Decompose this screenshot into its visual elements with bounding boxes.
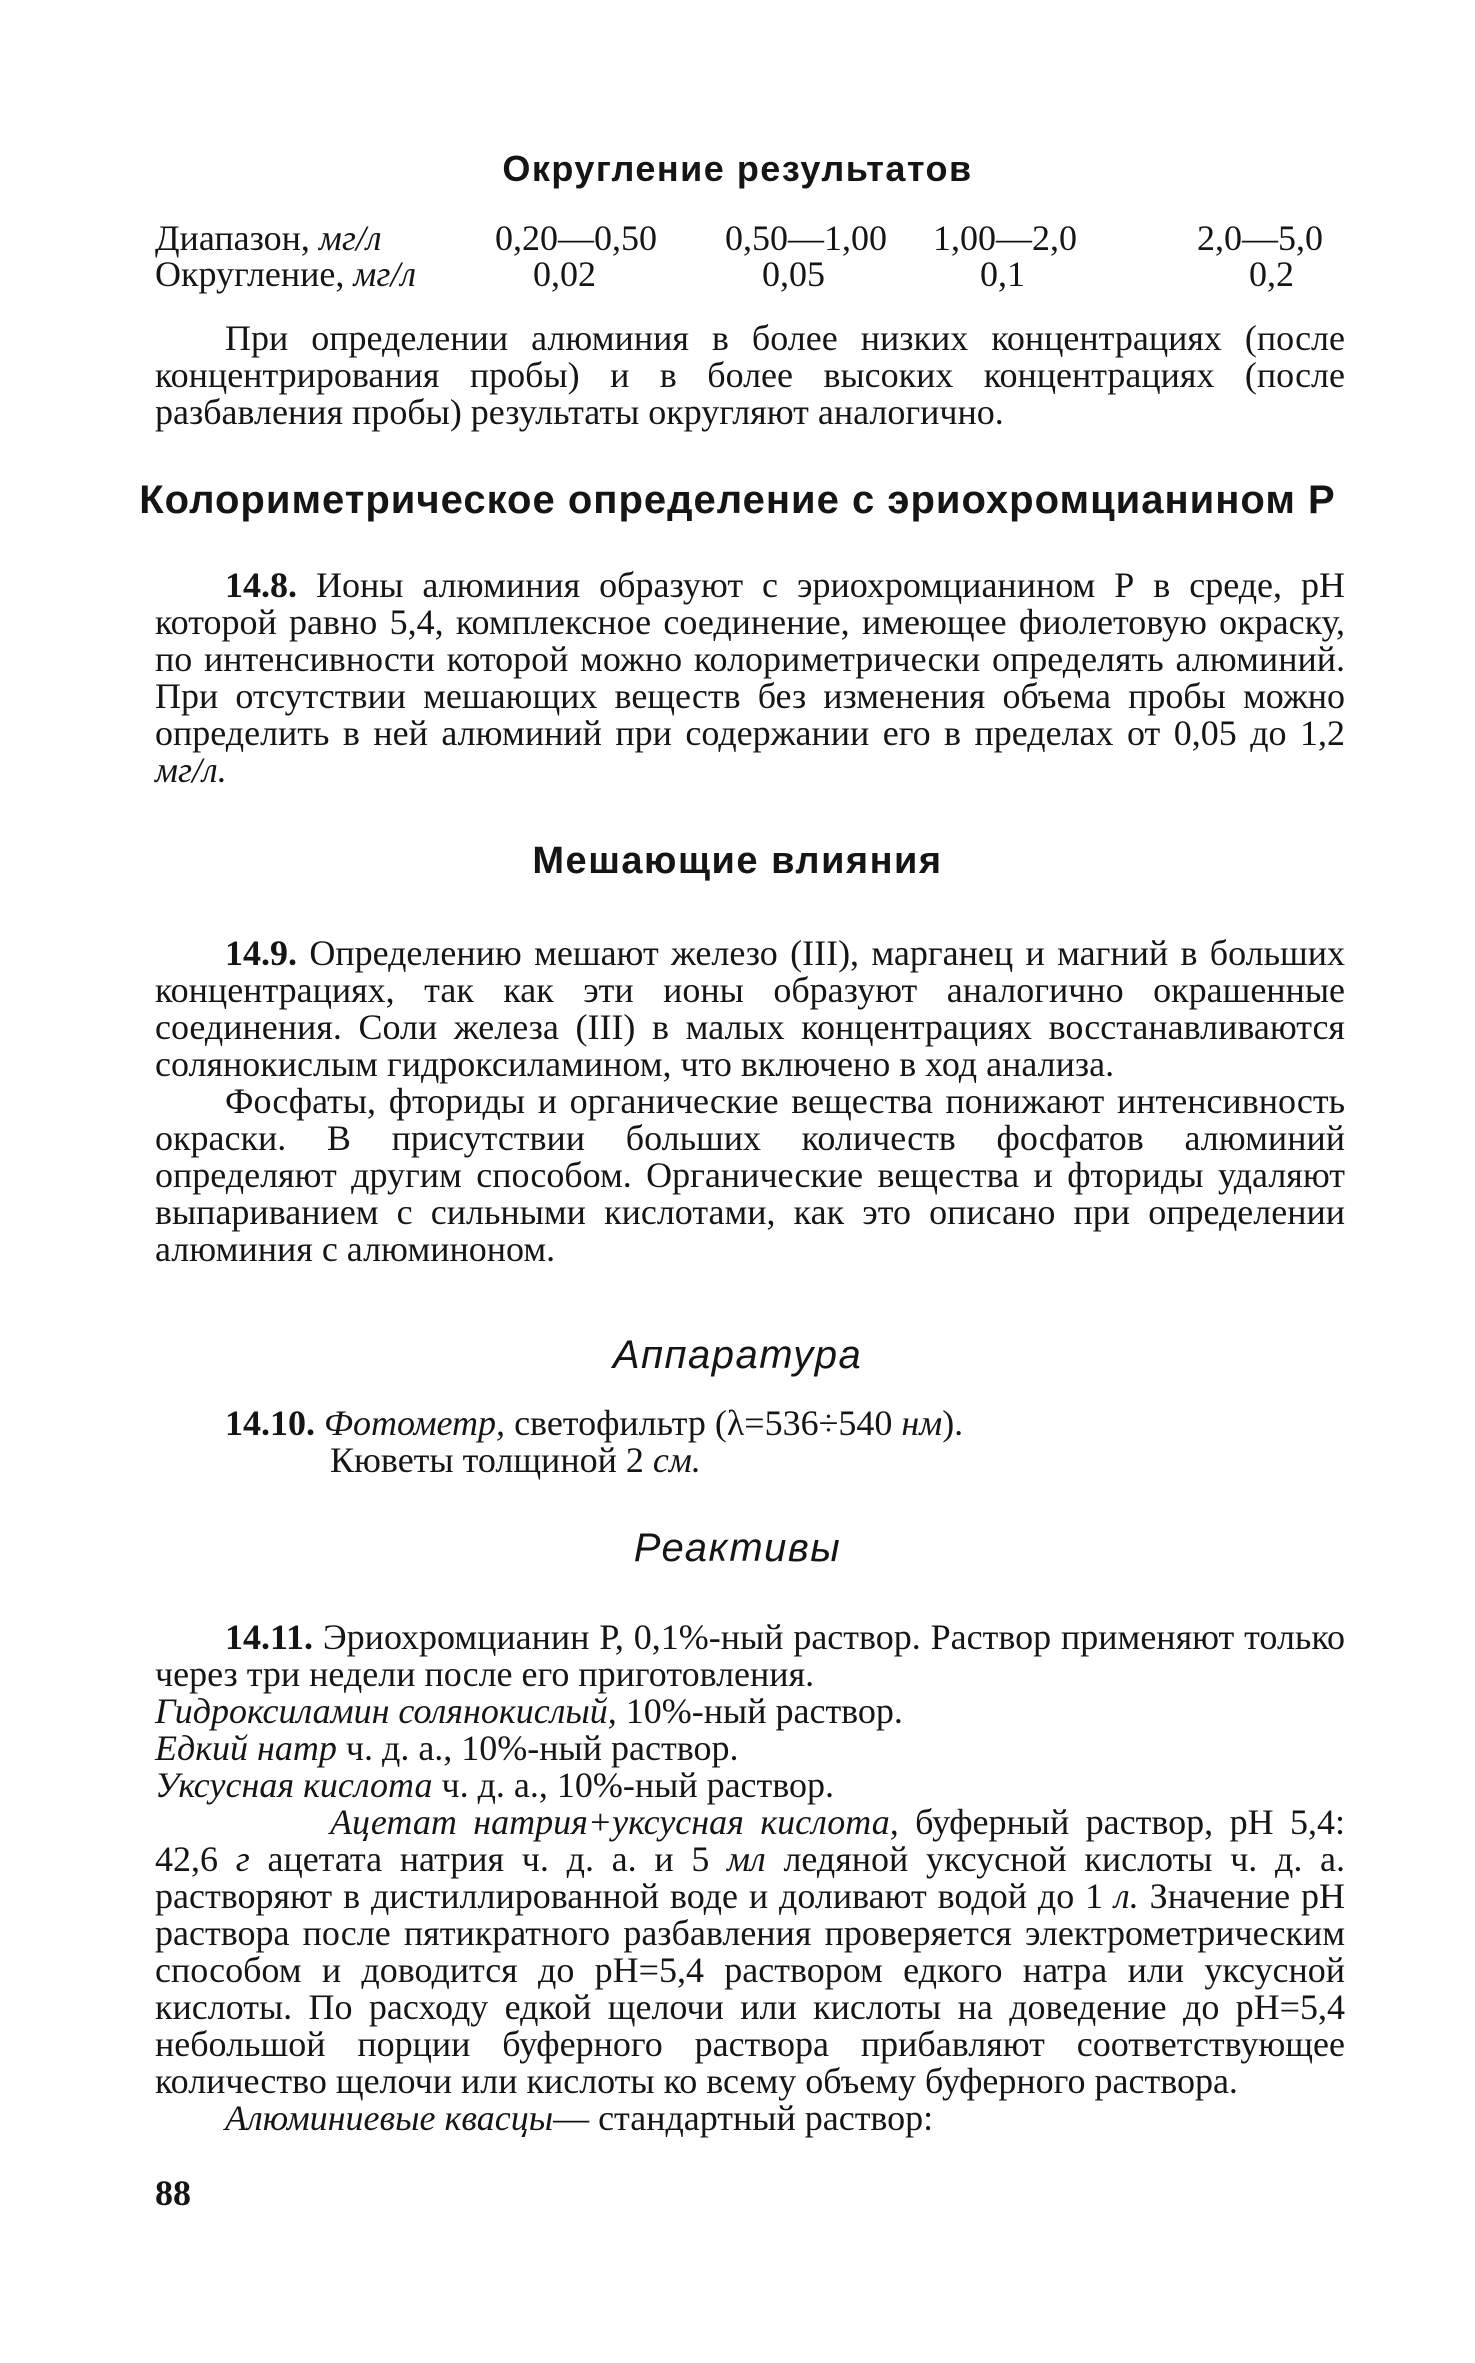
filter-close: ). xyxy=(942,1403,964,1443)
rounding-note-text: При определении алюминия в более низких концентрациях (после концентрирования пробы) и в более высоких концентрациях (после разбавления пробы) результаты округляют аналогично. xyxy=(155,318,1345,432)
apparatus-title: Аппаратура xyxy=(612,1333,863,1377)
range-cell-1: 0,20—0,50 xyxy=(495,218,657,258)
filter-text: светофильтр (λ=536÷540 xyxy=(514,1403,893,1443)
range-cell-4: 2,0—5,0 xyxy=(1197,218,1323,258)
para-text: Определению мешают железо (III), марганец и магний в больших концентрациях, так как эти ионы образуют аналогично окрашенные соединения. Соли железа (III) в малых концентрациях восстанавливаются солянокислым гидроксиламином, что включено в ход анализа. xyxy=(155,933,1345,1084)
reagent-naoh: Едкий натр ч. д. а., 10%-ный раствор. xyxy=(155,1728,739,1768)
paragraph-14-9 xyxy=(155,935,1345,1268)
unit: мг/л. xyxy=(155,750,227,790)
section-title: Колориметрическое определение с эриохромцианином Р xyxy=(139,478,1336,522)
para-number: 14.10. xyxy=(225,1403,315,1443)
photometer: Фотометр, xyxy=(324,1403,506,1443)
para-number: 14.9. xyxy=(225,933,297,973)
cuvette-text: Кюветы толщиной 2 xyxy=(330,1440,644,1480)
round-cell-3: 0,1 xyxy=(980,254,1025,294)
round-cell-1: 0,02 xyxy=(533,254,596,294)
paragraph-14-10 xyxy=(225,1405,1325,1479)
round-cell-4: 0,2 xyxy=(1249,254,1294,294)
round-label: Округление, мг/л xyxy=(155,254,417,294)
range-label: Диапазон, мг/л xyxy=(155,218,382,258)
filter-unit: нм xyxy=(901,1403,943,1443)
reagent-alum: Алюминиевые квасцы— стандартный раствор: xyxy=(225,2098,934,2138)
para-number: 14.8. xyxy=(225,565,297,605)
page-number: 88 xyxy=(155,2173,191,2213)
interference-title: Мешающие влияния xyxy=(532,840,943,882)
rounding-note xyxy=(155,320,1345,431)
cuvette-unit: см. xyxy=(652,1440,701,1480)
range-cell-2: 0,50—1,00 xyxy=(725,218,887,258)
reagent-buffer: Ацетат натрия+уксусная кислота, буферный раствор, pH 5,4: 42,6 г ацетата натрия ч. д. а. и 5 мл ледяной уксусной кислоты ч. д. а. растворяют в дистиллированной воде и доливают водой до 1 л. Значение pH раствора после пятикратного разбавления проверяется электрометрическим способом и доводится до pH=5,4 раствором едкого натра или уксусной кислоты. По расходу едкой щелочи или кислоты на доведение до pH=5,4 небольшой порции буферного раствора прибавляют соответствующее количество щелочи или кислоты ко всему объему буферного раствора. xyxy=(155,1802,1346,2101)
para-text: Ионы алюминия образуют с эриохромцианином Р в среде, pH которой равно 5,4, комплексное соединение, имеющее фиолетовую окраску, по интенсивности которой можно колориметрически определять алюминий. При отсутствии мешающих веществ без изменения объема пробы можно определить в ней алюминий при содержании его в пределах от 0,05 до 1,2 xyxy=(155,565,1345,753)
range-cell-3: 1,00—2,0 xyxy=(933,218,1077,258)
round-cell-2: 0,05 xyxy=(762,254,825,294)
reagents-title: Реактивы xyxy=(633,1526,842,1570)
paragraph-14-11 xyxy=(155,1619,1345,2137)
paragraph-14-8 xyxy=(155,567,1345,789)
para-number: 14.11. xyxy=(225,1617,314,1657)
para-text: Эриохромцианин Р, 0,1%-ный раствор. Раствор применяют только через три недели после его приготовления. xyxy=(155,1617,1345,1694)
para-text-2: Фосфаты, фториды и органические вещества понижают интенсивность окраски. В присутствии больших количеств фосфатов алюминий определяют другим способом. Органические вещества и фториды удаляют выпариванием с сильными кислотами, как это описано при определении алюминия с алюминоном. xyxy=(155,1081,1345,1269)
rounding-title: Округление результатов xyxy=(502,148,973,189)
reagent-acetic: Уксусная кислота ч. д. а., 10%-ный раствор. xyxy=(155,1765,835,1805)
reagent-hydroxylamine: Гидроксиламин солянокислый, 10%-ный раствор. xyxy=(155,1691,903,1731)
rounding-value-row xyxy=(155,256,1355,296)
